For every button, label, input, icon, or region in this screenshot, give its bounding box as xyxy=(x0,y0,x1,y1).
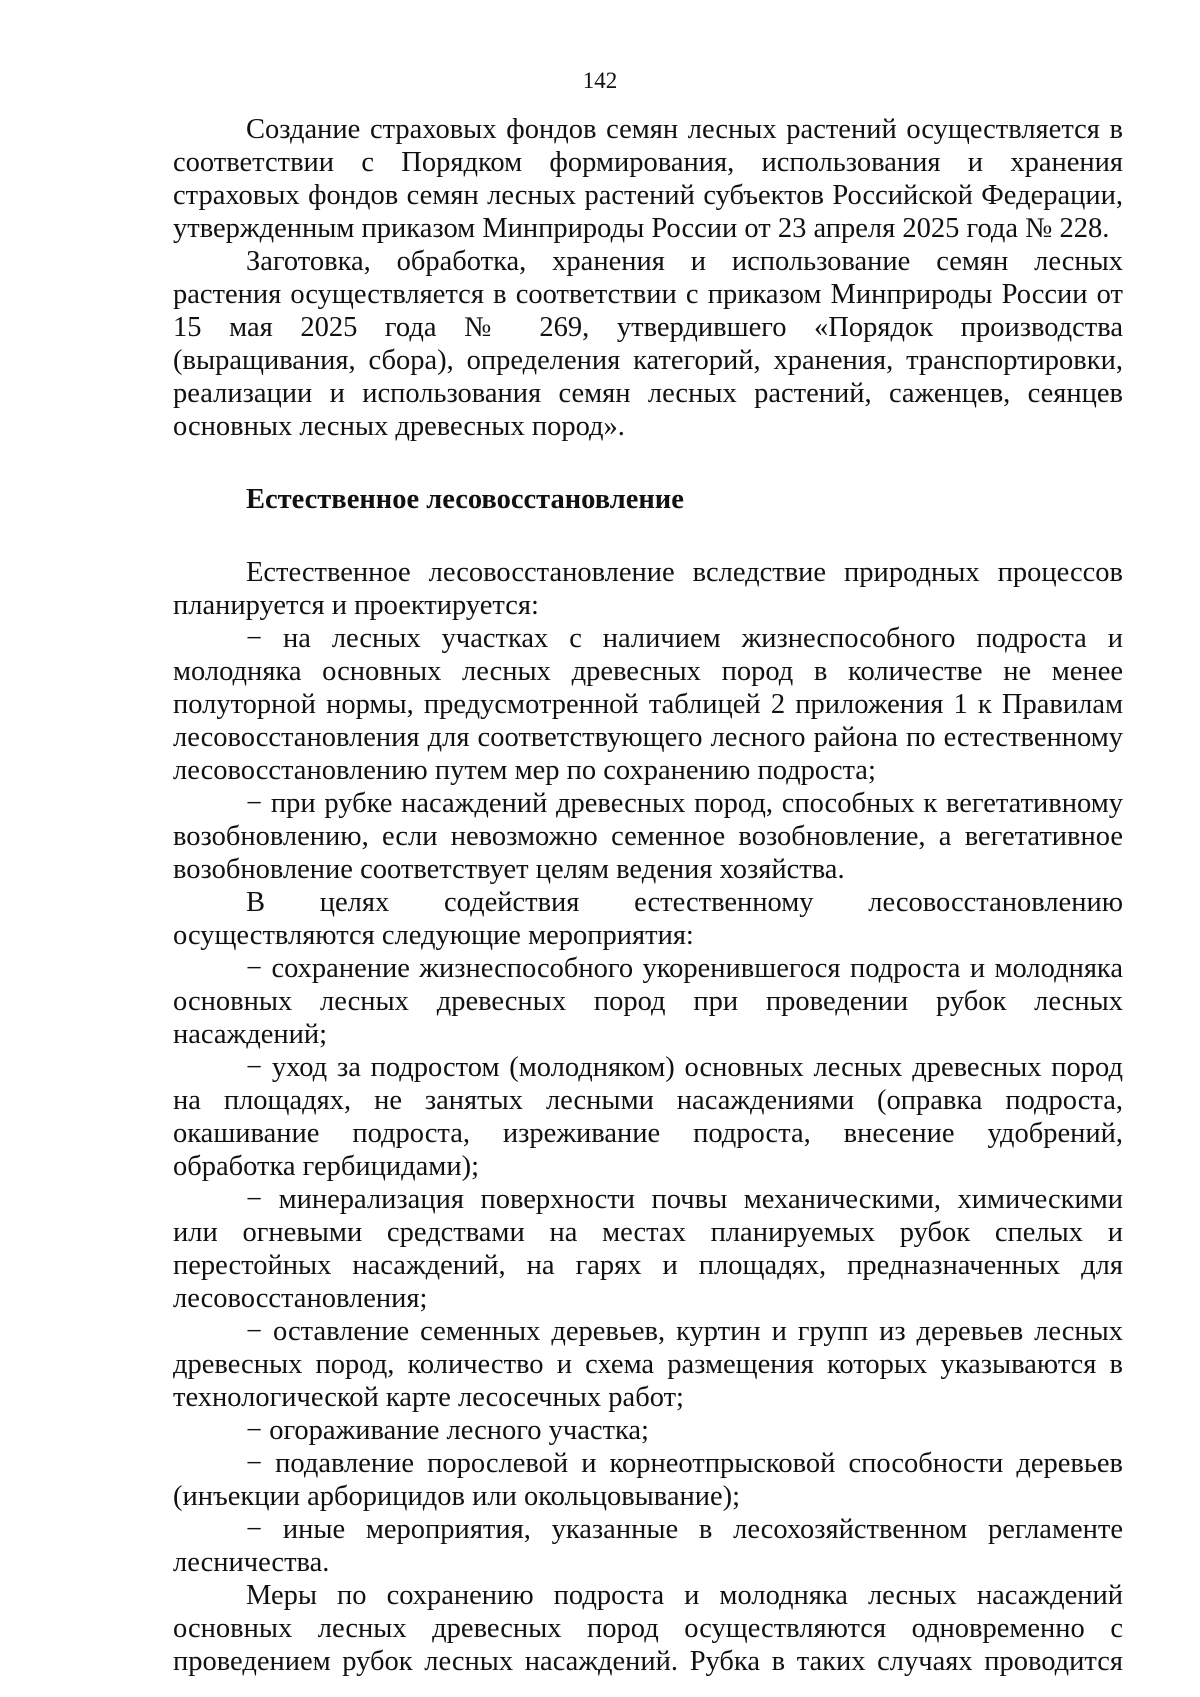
paragraph-insurance-funds: Создание страховых фондов семян лесных растений осуществляется в соответствии с Порядком формирования, использования и хранения страховых фондов семян лесных растений субъектов Российской Федерации, утвержденным приказом Минприроды России от 23 апреля 2025 года № 228. xyxy=(173,114,1123,244)
paragraph-preservation-measures: Меры по сохранению подроста и молодняка лесных насаждений основных лесных древесных пород осуществляются одновременно с проведением рубок лесных насаждений. Рубка в таких случаях проводится xyxy=(173,1580,1123,1677)
paragraph-natural-regeneration-intro: Естественное лесовосстановление вследствие природных процессов планируется и проектируется: xyxy=(173,557,1123,621)
list-item-seed-trees: − оставление семенных деревьев, куртин и групп из деревьев лесных древесных пород, количество и схема размещения которых указываются в технологической карте лесосечных работ; xyxy=(173,1316,1123,1413)
list-item-other-measures: − иные мероприятия, указанные в лесохозяйственном регламенте лесничества. xyxy=(173,1514,1123,1578)
document-body xyxy=(173,113,1123,1678)
list-item-fencing: − огораживание лесного участка; xyxy=(246,1415,649,1446)
page-number: 142 xyxy=(582,68,618,93)
list-item-plots-with-undergrowth: − на лесных участках с наличием жизнеспособного подроста и молодняка основных лесных древесных пород в количестве не менее полуторной нормы, предусмотренной таблицей 2 приложения 1 к Правилам лесовосстановления для соответствующего лесного района по естественному лесовосстановлению путем мер по сохранению подроста; xyxy=(173,623,1123,786)
section-heading: Естественное лесовосстановление xyxy=(246,484,684,515)
list-item-vegetative-renewal: − при рубке насаждений древесных пород, способных к вегетативному возобновлению, если невозможно семенное возобновление, а вегетативное возобновление соответствует целям ведения хозяйства. xyxy=(173,788,1123,885)
list-item-care-of-undergrowth: − уход за подростом (молодняком) основных лесных древесных пород на площадях, не занятых лесными насаждениями (оправка подроста, окашивание подроста, изреживание подроста, внесение удобрений, обработка гербицидами); xyxy=(173,1052,1123,1182)
list-item-preserve-undergrowth: − сохранение жизнеспособного укоренившегося подроста и молодняка основных лесных древесных пород при проведении рубок лесных насаждений; xyxy=(173,953,1123,1050)
paragraph-assistance-measures: В целях содействия естественному лесовосстановлению осуществляются следующие мероприятия: xyxy=(173,887,1123,951)
list-item-suppress-coppice: − подавление порослевой и корнеотпрысковой способности деревьев (инъекции арборицидов или окольцовывание); xyxy=(173,1448,1123,1512)
list-item-soil-mineralization: − минерализация поверхности почвы механическими, химическими или огневыми средствами на местах планируемых рубок спелых и перестойных насаждений, на гарях и площадях, предназначенных для лесовосстановления; xyxy=(173,1184,1123,1314)
paragraph-seed-procurement: Заготовка, обработка, хранения и использование семян лесных растения осуществляется в соответствии с приказом Минприроды России от 15 мая 2025 года № 269, утвердившего «Порядок производства (выращивания, сбора), определения категорий, хранения, транспортировки, реализации и использования семян лесных растений, саженцев, сеянцев основных лесных древесных пород». xyxy=(173,246,1123,442)
